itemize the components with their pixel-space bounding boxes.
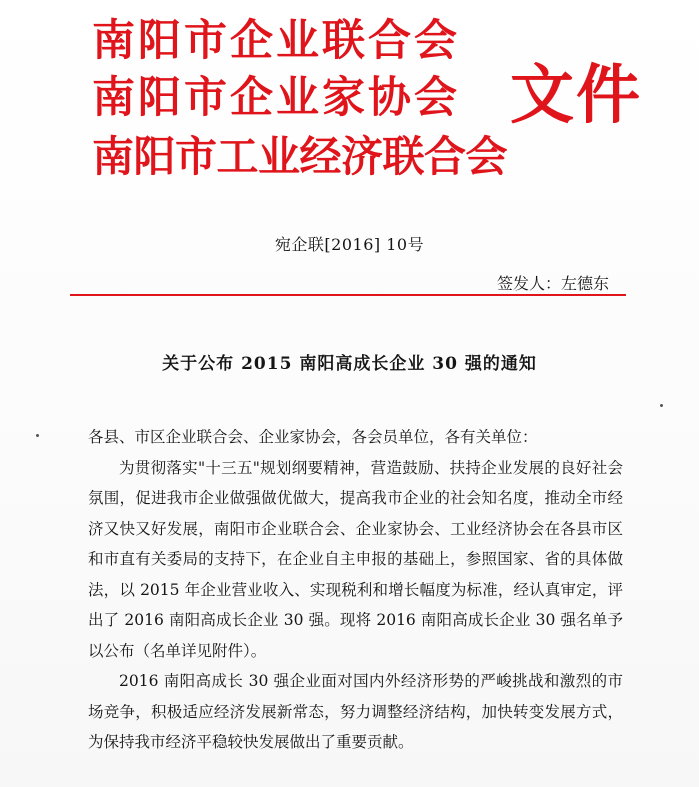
body-paragraph: 为贯彻落实"十三五"规划纲要精神，营造鼓励、扶持企业发展的良好社会氛围，促进我市企业做强做优做大，提高我市企业的社会知名度，推动全市经济又快又好发展，南阳市企业联合会、企业家协会、工业经济协会在各县市区和市直有关委局的支持下，在企业自主申报的基础上，参照国家、省的具体做法，以 2015 年企业营业收入、实现税利和增长幅度为标准，经认真审定，评出了 2016 南阳高成长企业 30 强。现将 2016 南阳高成长企业 30 强名单予以公布（名单详见附件）。 <box>88 458 623 660</box>
red-divider <box>70 294 626 296</box>
header-org-1: 南阳市企业联合会 <box>92 16 460 66</box>
scan-mark <box>660 404 663 407</box>
scan-mark <box>36 434 39 437</box>
document-number: 宛企联[2016] 10号 <box>274 235 425 254</box>
document-body <box>88 422 623 758</box>
body-paragraph: 2016 南阳高成长 30 强企业面对国内外经济形势的严峻挑战和激烈的市场竞争，积极适应经济发展新常态，努力调整经济结构，加快转变发展方式，为保持我市经济平稳较快发展做出了重要贡献。 <box>88 672 623 751</box>
salutation: 各县、市区企业联合会、企业家协会，各会员单位，各有关单位： <box>88 428 538 446</box>
signer: 签发人：左德东 <box>496 274 609 293</box>
header-org-2: 南阳市企业家协会 <box>92 73 460 123</box>
header-suffix: 文件 <box>510 59 642 133</box>
document-title: 关于公布 2015 南阳高成长企业 30 强的通知 <box>162 354 537 374</box>
header-org-3: 南阳市工业经济联合会 <box>92 132 508 181</box>
